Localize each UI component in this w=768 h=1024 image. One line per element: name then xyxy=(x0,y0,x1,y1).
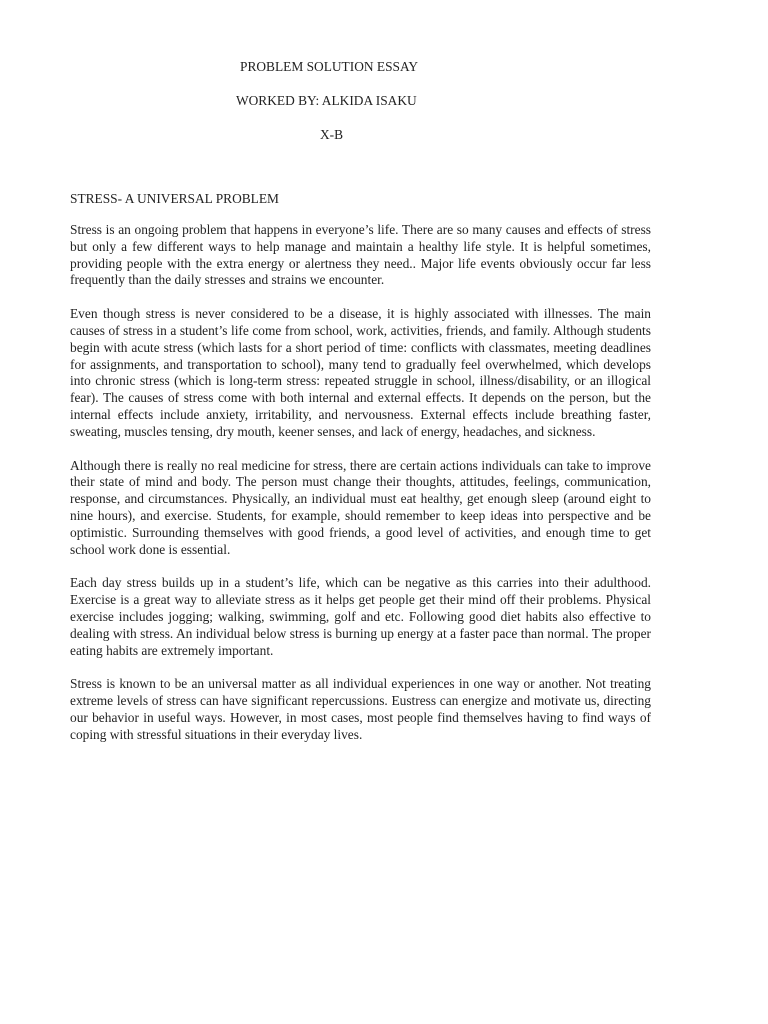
paragraph: Stress is known to be an universal matter as all individual experiences in one way or another. Not treating extreme levels of stress can have significant repercussions. Eustress can energize and motivate us, directing our behavior in useful ways. However, in most cases, most people find themselves having to find ways of coping with stressful situations in their everyday lives. xyxy=(70,676,651,742)
document-title: PROBLEM SOLUTION ESSAY xyxy=(240,59,419,74)
paragraph: Each day stress builds up in a student’s life, which can be negative as this carries into their adulthood. Exercise is a great way to alleviate stress as it helps get people get their mind off their problems. Physical exercise includes jogging; walking, swimming, golf and etc. Following good diet habits also effective to dealing with stress. An individual below stress is burning up energy at a faster pace than normal. The proper eating habits are extremely important. xyxy=(70,575,651,658)
paragraph: Although there is really no real medicine for stress, there are certain actions individuals can take to improve their state of mind and body. The person must change their thoughts, attitudes, feelings, communication, response, and circumstances. Physically, an individual must eat healthy, get enough sleep (around eight to nine hours), and exercise. Students, for example, should remember to keep ideas into perspective and be optimistic. Surrounding themselves with good friends, a good level of activities, and enough time to get school work done is essential. xyxy=(70,457,651,557)
author-line: WORKED BY: ALKIDA ISAKU xyxy=(236,93,417,108)
essay-body xyxy=(70,222,651,761)
section-title: STRESS- A UNIVERSAL PROBLEM xyxy=(70,191,279,206)
paragraph: Stress is an ongoing problem that happens in everyone’s life. There are so many causes and effects of stress but only a few different ways to help manage and maintain a healthy life style. It is helpful sometimes, providing people with the extra energy or alertness they need.. Major life events obviously occur far less frequently than the daily stresses and strains we encounter. xyxy=(70,222,651,288)
paragraph: Even though stress is never considered to be a disease, it is highly associated with illnesses. The main causes of stress in a student’s life come from school, work, activities, friends, and family. Although students begin with acute stress (which lasts for a short period of time: conflicts with classmates, meeting deadlines for assignments, and transportation to school), many tend to gradually feel overwhelmed, which develops into chronic stress (which is long-term stress: repeated struggle in school, illness/disability, or an illogical fear). The causes of stress come with both internal and external effects. It depends on the person, but the internal effects include anxiety, irritability, and nervousness. External effects include breathing faster, sweating, muscles tensing, dry mouth, keener senses, and lack of energy, headaches, and sickness. xyxy=(70,306,651,439)
class-line: X-B xyxy=(320,127,344,142)
